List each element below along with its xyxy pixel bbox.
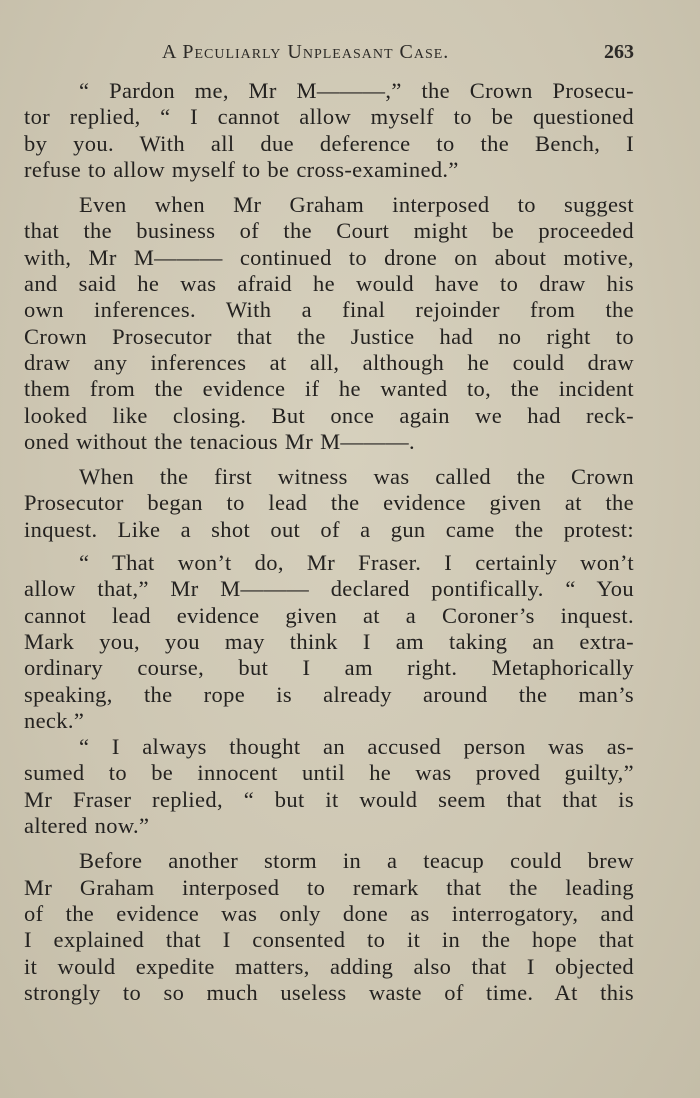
text-line: “ That won’t do, Mr Fraser. I certainly won’t	[79, 550, 634, 576]
text-line: it would expedite matters, adding also that I objected	[24, 953, 634, 979]
running-title: A Peculiarly Unpleasant Case.	[162, 41, 450, 63]
paragraph	[24, 848, 634, 1006]
text-line: Mr Fraser replied, “ but it would seem that that is	[24, 786, 634, 812]
paragraph	[24, 78, 634, 183]
text-line: Crown Prosecutor that the Justice had no right to	[24, 323, 634, 349]
text-line: Even when Mr Graham interposed to suggest	[79, 192, 634, 218]
text-line: own inferences. With a final rejoinder from the	[24, 297, 634, 323]
text-line: ordinary course, but I am right. Metaphorically	[24, 655, 634, 681]
text-line: altered now.”	[24, 813, 150, 839]
text-line: tor replied, “ I cannot allow myself to be questioned	[24, 104, 634, 130]
text-line: Mr Graham interposed to remark that the leading	[24, 874, 634, 900]
text-line: Prosecutor began to lead the evidence given at the	[24, 490, 634, 516]
text-line: refuse to allow myself to be cross-examined.”	[24, 156, 459, 182]
text-body	[24, 78, 634, 1006]
text-line: allow that,” Mr M——— declared pontifically. “ You	[24, 576, 634, 602]
paragraph	[24, 734, 634, 839]
running-head	[24, 41, 634, 71]
text-line: oned without the tenacious Mr M———.	[24, 428, 415, 454]
text-line: draw any inferences at all, although he could draw	[24, 349, 634, 375]
text-line: looked like closing. But once again we had reck-	[24, 402, 634, 428]
text-line: of the evidence was only done as interrogatory, and	[24, 900, 634, 926]
text-line: neck.”	[24, 707, 85, 733]
book-page	[24, 0, 634, 1098]
text-line: Before another storm in a teacup could brew	[79, 848, 634, 874]
text-line: sumed to be innocent until he was proved guilty,”	[24, 760, 634, 786]
text-line: “ I always thought an accused person was as-	[79, 734, 634, 760]
text-line: inquest. Like a shot out of a gun came the protest:	[24, 516, 634, 542]
text-line: When the first witness was called the Crown	[79, 464, 634, 490]
text-line: strongly to so much useless waste of time. At this	[24, 979, 634, 1005]
text-line: them from the evidence if he wanted to, the incident	[24, 376, 634, 402]
page-number: 263	[604, 41, 634, 63]
paragraph	[24, 550, 634, 734]
text-line: with, Mr M——— continued to drone on about motive,	[24, 244, 634, 270]
paragraph	[24, 192, 634, 455]
text-line: that the business of the Court might be proceeded	[24, 218, 634, 244]
text-line: by you. With all due deference to the Bench, I	[24, 130, 634, 156]
text-line: speaking, the rope is already around the man’s	[24, 681, 634, 707]
text-line: Mark you, you may think I am taking an extra-	[24, 628, 634, 654]
text-line: and said he was afraid he would have to draw his	[24, 271, 634, 297]
text-line: cannot lead evidence given at a Coroner’s inquest.	[24, 602, 634, 628]
text-line: I explained that I consented to it in the hope that	[24, 927, 634, 953]
paragraph	[24, 464, 634, 543]
text-line: “ Pardon me, Mr M———,” the Crown Prosecu-	[79, 78, 634, 103]
